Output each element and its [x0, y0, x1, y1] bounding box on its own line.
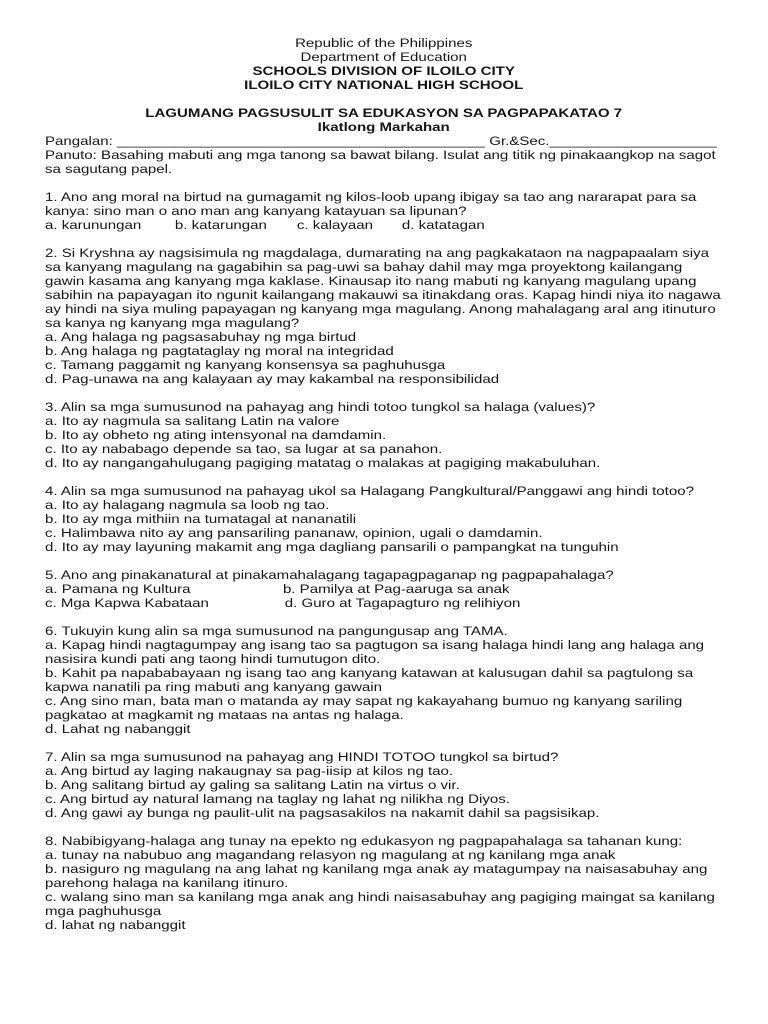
question-7-stem-line: 7. Alin sa mga sumusunod na pahayag ang HINDI TOTOO tungkol sa birtud?: [45, 750, 559, 764]
question-3-choice-b: b. Ito ay obheto ng ating intensyonal na damdamin.: [45, 428, 387, 442]
student-info: [45, 134, 722, 148]
question-1-choice-b: b. katarungan: [174, 218, 267, 232]
choice-text-line: b. Kahit pa napababayaan ng isang tao ang kanyang katawan at kalusugan dahil sa pagtulong sa: [45, 666, 694, 680]
exam-title: LAGUMANG PAGSUSULIT SA EDUKASYON SA PAGPAPAKATAO 7: [145, 106, 623, 120]
name-blank: ____________________________________________: [116, 134, 486, 148]
question-3-choice-d: d. Ito ay nangangahulugang pagiging matatag o malakas at pagiging makabuluhan.: [45, 456, 601, 470]
instructions: [45, 148, 722, 176]
choice-text-line: c. walang sino man sa kanilang mga anak ang hindi naisasabuhay ang pagiging maingat sa kanilang: [45, 890, 715, 904]
question-2-stem-line: sa kanyang magulang na gagabihin sa pag-uwi sa bahay dahil may mga proyektong kailangang: [45, 260, 683, 274]
exam-document: [45, 36, 722, 932]
question-7-choice-a: a. Ang birtud ay laging nakaugnay sa pag-iisip at kilos ng tao.: [45, 764, 454, 778]
question-2-stem-line: ay hindi na siya muling papayagan ng kanyang mga magulang. Anong mahalagang aral ang itinuturo: [45, 302, 716, 316]
question-8-choice-b: [45, 862, 722, 890]
question-5-choices-row-1: [45, 582, 722, 596]
question-3-choice-c: c. Ito ay nababago depende sa tao, sa lugar at sa panahon.: [45, 442, 443, 456]
instructions-line-1: Panuto: Basahing mabuti ang mga tanong sa bawat bilang. Isulat ang titik ng pinakaangkop na sagot: [45, 148, 716, 162]
question-8: [45, 834, 722, 932]
section-blank: ____________________: [549, 134, 717, 148]
question-1-stem-line: 1. Ano ang moral na birtud na gumagamit ng kilos-loob upang ibigay sa tao ang nararapat para sa: [45, 190, 697, 204]
quarter-label: Ikatlong Markahan: [317, 120, 450, 134]
section-label: Gr.&Sec.: [489, 134, 550, 148]
question-5-choice-a: a. Pamana ng Kultura: [45, 582, 191, 596]
header-school: ILOILO CITY NATIONAL HIGH SCHOOL: [244, 78, 524, 92]
choice-text-line: b. nasiguro ng magulang na ang lahat ng kanilang mga anak ay matagumpay na naisasabuhay ang: [45, 862, 708, 876]
question-6-choice-c: [45, 694, 722, 722]
question-2: [45, 246, 722, 386]
question-5-choice-d: d. Guro at Tagapagturo ng relihiyon: [284, 596, 521, 610]
question-5: [45, 568, 722, 610]
question-1-choices-row: [45, 218, 722, 232]
name-label: Pangalan:: [45, 134, 113, 148]
choice-text-line: parehong halaga na kanilang itinuro.: [45, 876, 289, 890]
question-3-stem-line: 3. Alin sa mga sumusunod na pahayag ang hindi totoo tungkol sa halaga (values)?: [45, 400, 596, 414]
question-8-choice-a: a. tunay na nabubuo ang magandang relasyon ng magulang at ng kanilang mga anak: [45, 848, 616, 862]
question-2-choice-a: a. Ang halaga ng pagsasabuhay ng mga birtud: [45, 330, 357, 344]
question-1-choice-c: c. kalayaan: [296, 218, 374, 232]
question-6-choice-a: [45, 638, 722, 666]
question-2-choice-c: c. Tamang paggamit ng kanyang konsensya sa paghuhusga: [45, 358, 446, 372]
question-4: [45, 484, 722, 554]
question-5-choice-c: c. Mga Kapwa Kabataan: [45, 596, 209, 610]
question-5-stem-line: 5. Ano ang pinakanatural at pinakamahalagang tagapagpaganap ng pagpapahalaga?: [45, 568, 614, 582]
header-division: SCHOOLS DIVISION OF ILOILO CITY: [252, 64, 515, 78]
exam-header: [45, 36, 722, 134]
question-4-choice-a: a. Ito ay halagang nagmula sa loob ng tao.: [45, 498, 330, 512]
question-4-choice-d: d. Ito ay may layuning makamit ang mga dagliang pansarili o pampangkat na tunguhin: [45, 540, 619, 554]
question-7: [45, 750, 722, 820]
header-republic: Republic of the Philippines: [295, 36, 473, 50]
question-5-choice-b: b. Pamilya at Pag-aaruga sa anak: [282, 582, 510, 596]
question-3-choice-a: a. Ito ay nagmula sa salitang Latin na valore: [45, 414, 340, 428]
question-2-stem-line: sa kanya ng kanyang mga magulang?: [45, 316, 300, 330]
question-8-stem-line: 8. Nabibigyang-halaga ang tunay na epekto ng edukasyon ng pagpapahalaga sa tahanan kung:: [45, 834, 683, 848]
question-8-choice-c: [45, 890, 722, 918]
choice-text-line: a. Kapag hindi nagtagumpay ang isang tao sa pagtugon sa isang halaga hindi lang ang halaga ang: [45, 638, 705, 652]
question-6: [45, 624, 722, 736]
choice-text-line: kapwa nanatili pa ring mabuti ang kanyang gawain: [45, 680, 383, 694]
question-6-choice-d: d. Lahat ng nabanggit: [45, 722, 191, 736]
question-5-choices-row-2: [45, 596, 722, 610]
question-1: [45, 190, 722, 232]
question-1-choice-d: d. katatagan: [401, 218, 485, 232]
question-8-choice-d: d. lahat ng nabanggit: [45, 918, 186, 932]
question-4-stem-line: 4. Alin sa mga sumusunod na pahayag ukol sa Halagang Pangkultural/Panggawi ang hindi totoo?: [45, 484, 694, 498]
question-7-choice-c: c. Ang birtud ay natural lamang na taglay ng lahat ng nilikha ng Diyos.: [45, 792, 510, 806]
choice-text-line: c. Ang sino man, bata man o matanda ay may sapat ng kakayahang bumuo ng kanyang sariling: [45, 694, 683, 708]
question-2-choice-b: b. Ang halaga ng pagtataglay ng moral na integridad: [45, 344, 394, 358]
header-department: Department of Education: [300, 50, 467, 64]
question-2-choice-d: d. Pag-unawa na ang kalayaan ay may kakambal na responsibilidad: [45, 372, 500, 386]
question-1-choice-a: a. karunungan: [45, 218, 142, 232]
instructions-line-2: sa sagutang papel.: [45, 162, 173, 176]
question-2-stem-line: sabihin na papayagan ito ngunit kailangang makauwi sa itinakdang oras. Kapag hindi niya ito nagawa: [45, 288, 721, 302]
question-7-choice-b: b. Ang salitang birtud ay galing sa salitang Latin na virtus o vir.: [45, 778, 460, 792]
question-4-choice-c: c. Halimbawa nito ay ang pansariling pananaw, opinion, ugali o damdamin.: [45, 526, 543, 540]
question-4-choice-b: b. Ito ay mga mithiin na tumatagal at nananatili: [45, 512, 357, 526]
question-7-choice-d: d. Ang gawi ay bunga ng paulit-ulit na pagsasakilos na nakamit dahil sa pagsisikap.: [45, 806, 600, 820]
question-2-stem-line: gawin kasama ang kanyang mga kaklase. Kinausap ito nang mabuti ng kanyang magulang upang: [45, 274, 697, 288]
question-2-stem-line: 2. Si Kryshna ay nagsisimula ng magdalaga, dumarating na ang pagkakataon na nagpapaalam siya: [45, 246, 709, 260]
question-3: [45, 400, 722, 470]
question-1-stem-line: kanya: sino man o ano man ang kanyang katayuan sa lipunan?: [45, 204, 467, 218]
question-6-stem-line: 6. Tukuyin kung alin sa mga sumusunod na pangungusap ang TAMA.: [45, 624, 508, 638]
question-6-choice-b: [45, 666, 722, 694]
choice-text-line: pagkatao at magkamit ng mataas na antas ng halaga.: [45, 708, 404, 722]
choice-text-line: nasisira kundi pati ang taong hindi tumutugon dito.: [45, 652, 381, 666]
choice-text-line: mga paghuhusga: [45, 904, 162, 918]
